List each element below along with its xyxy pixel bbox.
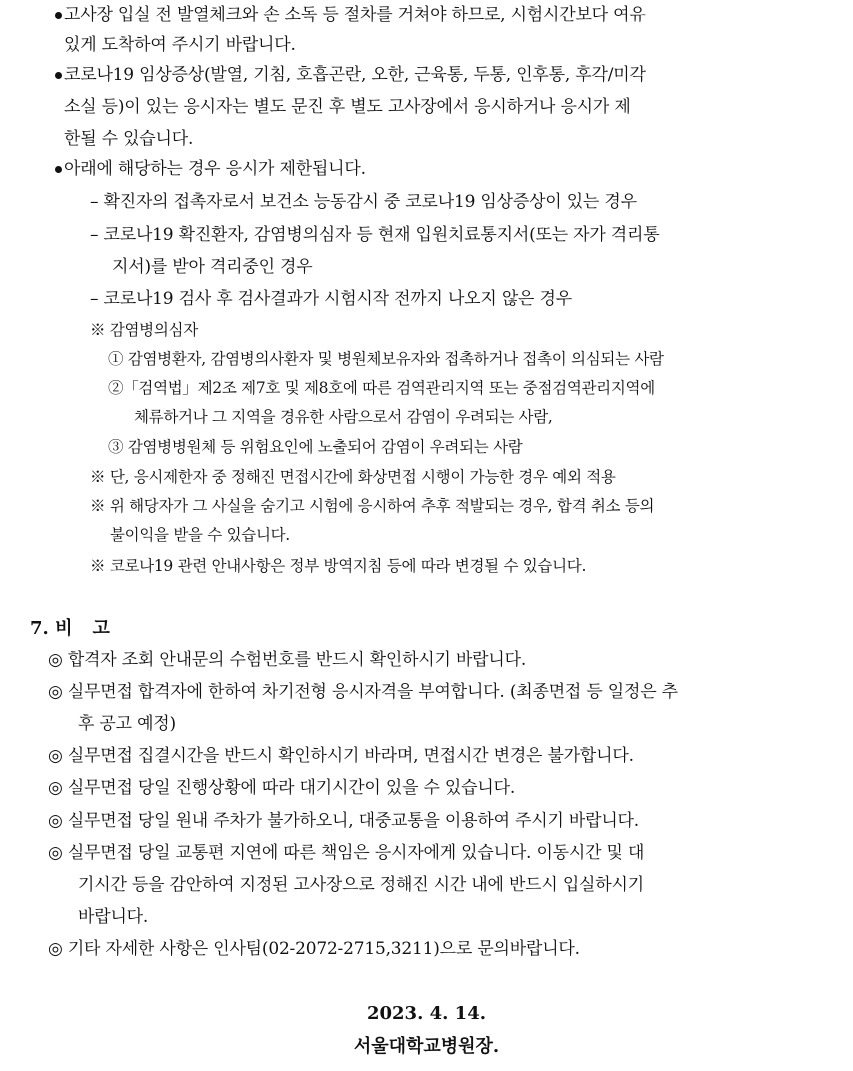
remark-item-continued: 바랍니다. [78,907,149,927]
restriction-item: – 코로나19 검사 후 검사결과가 시험시작 전까지 나오지 않은 경우 [90,289,572,309]
bullet-3-line-1: 아래에 해당하는 경우 응시가 제한됩니다. [64,159,366,179]
bullet-1-line-2: 있게 도착하여 주시기 바랍니다. [64,35,296,55]
section-title-part: 고 [92,618,110,639]
suspect-item: ① 감염병환자, 감염병의사환자 및 병원체보유자와 접촉하거나 접촉이 의심되는 사람 [108,350,664,368]
restriction-item: – 코로나19 확진환자, 감염병의심자 등 현재 입원치료통지서(또는 자가 격리통 [90,225,660,245]
remark-item: ◎ 실무면접 합격자에 한하여 차기전형 응시자격을 부여합니다. (최종면접 등 일정은 추 [48,682,678,702]
bullet-1-line-1: 고사장 입실 전 발열체크와 손 소독 등 절차를 거쳐야 하므로, 시험시간보다 여유 [64,5,646,25]
remark-item-continued: 기시간 등을 감안하여 지정된 고사장으로 정해진 시간 내에 반드시 입실하시기 [78,875,644,895]
section-title-part: 비 [55,618,73,639]
remark-item: ◎ 실무면접 당일 교통편 지연에 따른 책임은 응시자에게 있습니다. 이동시간 및 대 [48,843,645,863]
remark-item-continued: 후 공고 예정) [78,714,176,734]
note-item: ※ 단, 응시제한자 중 정해진 면접시간에 화상면접 시행이 가능한 경우 예외 적용 [90,468,616,486]
bullet-2-line-3: 한될 수 있습니다. [64,129,194,149]
note-item-continued: 불이익을 받을 수 있습니다. [110,526,290,544]
remark-item: ◎ 실무면접 당일 진행상황에 따라 대기시간이 있을 수 있습니다. [48,778,516,798]
document-date: 2023. 4. 14. [366,1003,486,1024]
restriction-item-continued: 지서)를 받아 격리중인 경우 [112,257,313,277]
suspect-item: ②「검역법」제2조 제7호 및 제8호에 따른 검역관리지역 또는 중점검역관리지역에 [108,379,655,397]
remark-item: ◎ 기타 자세한 사항은 인사팀(02-2072-2715,3211)으로 문의바랍니다. [48,939,580,959]
suspect-title: ※ 감염병의심자 [90,321,198,339]
bullet-icon [55,72,62,79]
bullet-icon [55,12,62,19]
note-item: ※ 위 해당자가 그 사실을 숨기고 시험에 응시하여 추후 적발되는 경우, 합격 취소 등의 [90,497,655,515]
suspect-item: ③ 감염병병원체 등 위험요인에 노출되어 감염이 우려되는 사람 [108,438,523,456]
remark-item: ◎ 합격자 조회 안내문의 수험번호를 반드시 확인하시기 바랍니다. [48,650,527,670]
suspect-item-continued: 체류하거나 그 지역을 경유한 사람으로서 감염이 우려되는 사람, [134,408,553,426]
bullet-icon [55,166,62,173]
note-item: ※ 코로나19 관련 안내사항은 정부 방역지침 등에 따라 변경될 수 있습니다. [90,557,587,575]
document-issuer: 서울대학교병원장. [353,1036,500,1057]
section-heading [30,618,110,640]
section-number: 7. [30,618,49,639]
restriction-item: – 확진자의 접촉자로서 보건소 능동감시 중 코로나19 임상증상이 있는 경우 [90,192,637,212]
remark-item: ◎ 실무면접 집결시간을 반드시 확인하시기 바라며, 면접시간 변경은 불가합니다. [48,746,634,766]
bullet-2-line-1: 코로나19 임상증상(발열, 기침, 호흡곤란, 오한, 근육통, 두통, 인후통, 후각/미각 [64,65,646,85]
remark-item: ◎ 실무면접 당일 원내 주차가 불가하오니, 대중교통을 이용하여 주시기 바랍니다. [48,811,639,831]
bullet-2-line-2: 소실 등)이 있는 응시자는 별도 문진 후 별도 고사장에서 응시하거나 응시가 제 [64,97,631,117]
